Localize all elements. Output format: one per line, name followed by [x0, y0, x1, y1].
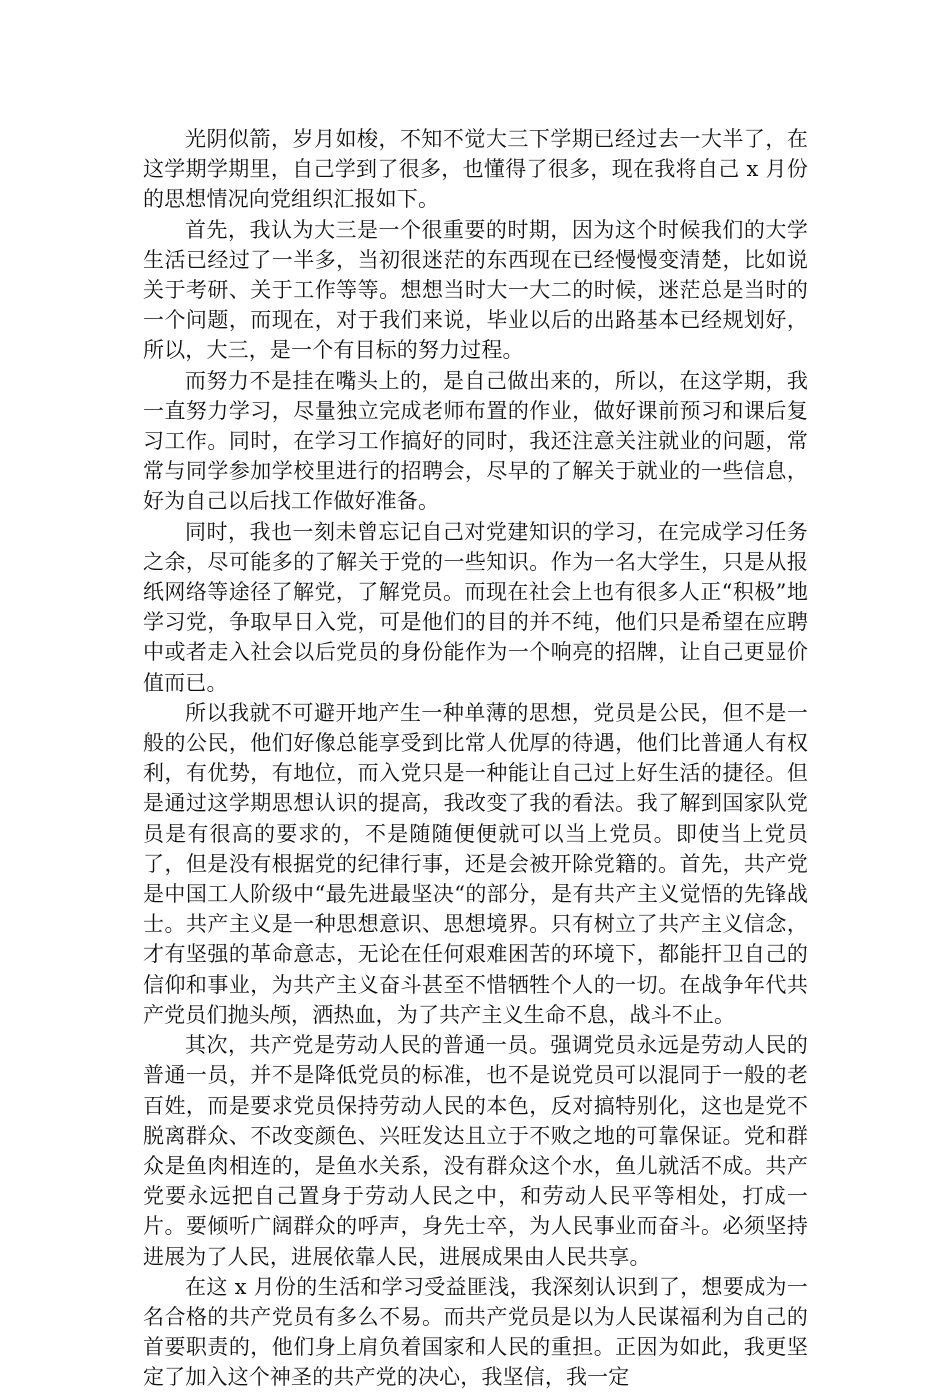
paragraph-4: 同时，我也一刻未曾忘记自己对党建知识的学习，在完成学习任务之余，尽可能多的了解关于党的一些知识。作为一名大学生，只是从报纸网络等途径了解党，了解党员。而现在社会上也有很多人正“积极”地学习党，争取早日入党，可是他们的目的并不纯，他们只是希望在应聘中或者走入社会以后党员的身份能作为一个响亮的招牌，让自己更显价值而已。 [143, 519, 808, 695]
paragraph-3: 而努力不是挂在嘴头上的，是自己做出来的，所以，在这学期，我一直努力学习，尽量独立完成老师布置的作业，做好课前预习和课后复习工作。同时，在学习工作搞好的同时，我还注意关注就业的问题，常常与同学参加学校里进行的招聘会，尽早的了解关于就业的一些信息，好为自己以后找工作做好准备。 [143, 368, 808, 514]
paragraph-1: 光阴似箭，岁月如梭，不知不觉大三下学期已经过去一大半了，在这学期学期里，自己学到了很多，也懂得了很多，现在我将自己 x 月份的思想情况向党组织汇报如下。 [143, 127, 808, 212]
paragraph-5: 所以我就不可避开地产生一种单薄的思想，党员是公民，但不是一般的公民，他们好像总能享受到比常人优厚的待遇，他们比普通人有权利，有优势，有地位，而入党只是一种能让自己过上好生活的捷径。但是通过这学期思想认识的提高，我改变了我的看法。我了解到国家队党员是有很高的要求的，不是随随便便就可以当上党员。即使当上党员了，但是没有根据党的纪律行事，还是会被开除党籍的。首先，共产党是中国工人阶级中“最先进最坚决“的部分，是有共产主义觉悟的先锋战士。共产主义是一种思想意识、思想境界。只有树立了共产主义信念，才有坚强的革命意志，无论在任何艰难困苦的环境下，都能扞卫自己的信仰和事业，为共产主义奋斗甚至不惜牺牲个人的一切。在战争年代共产党员们抛头颅，洒热血，为了共产主义生命不息，战斗不止。 [143, 700, 808, 1027]
paragraph-6: 其次，共产党是劳动人民的普通一员。强调党员永远是劳动人民的普通一员，并不是降低党员的标准，也不是说党员可以混同于一般的老百姓，而是要求党员保持劳动人民的本色，反对搞特别化，这也是党不脱离群众、不改变颜色、兴旺发达且立于不败之地的可靠保证。党和群众是鱼肉相连的，是鱼水关系，没有群众这个水，鱼儿就活不成。共产党要永远把自己置身于劳动人民之中，和劳动人民平等相处，打成一片。要倾听广阔群众的呼声，身先士卒，为人民事业而奋斗。必须坚持进展为了人民，进展依靠人民，进展成果由人民共享。 [143, 1033, 808, 1269]
document-body [143, 124, 808, 1393]
paragraph-7: 在这 x 月份的生活和学习受益匪浅，我深刻认识到了，想要成为一名合格的共产党员有多么不易。而共产党员是以为人民谋福利为自己的首要职责的，他们身上肩负着国家和人民的重担。正因为如此，我更坚定了加入这个神圣的共产党的决心，我坚信，我一定 [143, 1274, 808, 1390]
paragraph-2: 首先，我认为大三是一个很重要的时期，因为这个时候我们的大学生活已经过了一半多，当初很迷茫的东西现在已经慢慢变清楚，比如说关于考研、关于工作等等。想想当时大一大二的时候，迷茫总是当时的一个问题，而现在，对于我们来说，毕业以后的出路基本已经规划好，所以，大三，是一个有目标的努力过程。 [143, 217, 808, 363]
